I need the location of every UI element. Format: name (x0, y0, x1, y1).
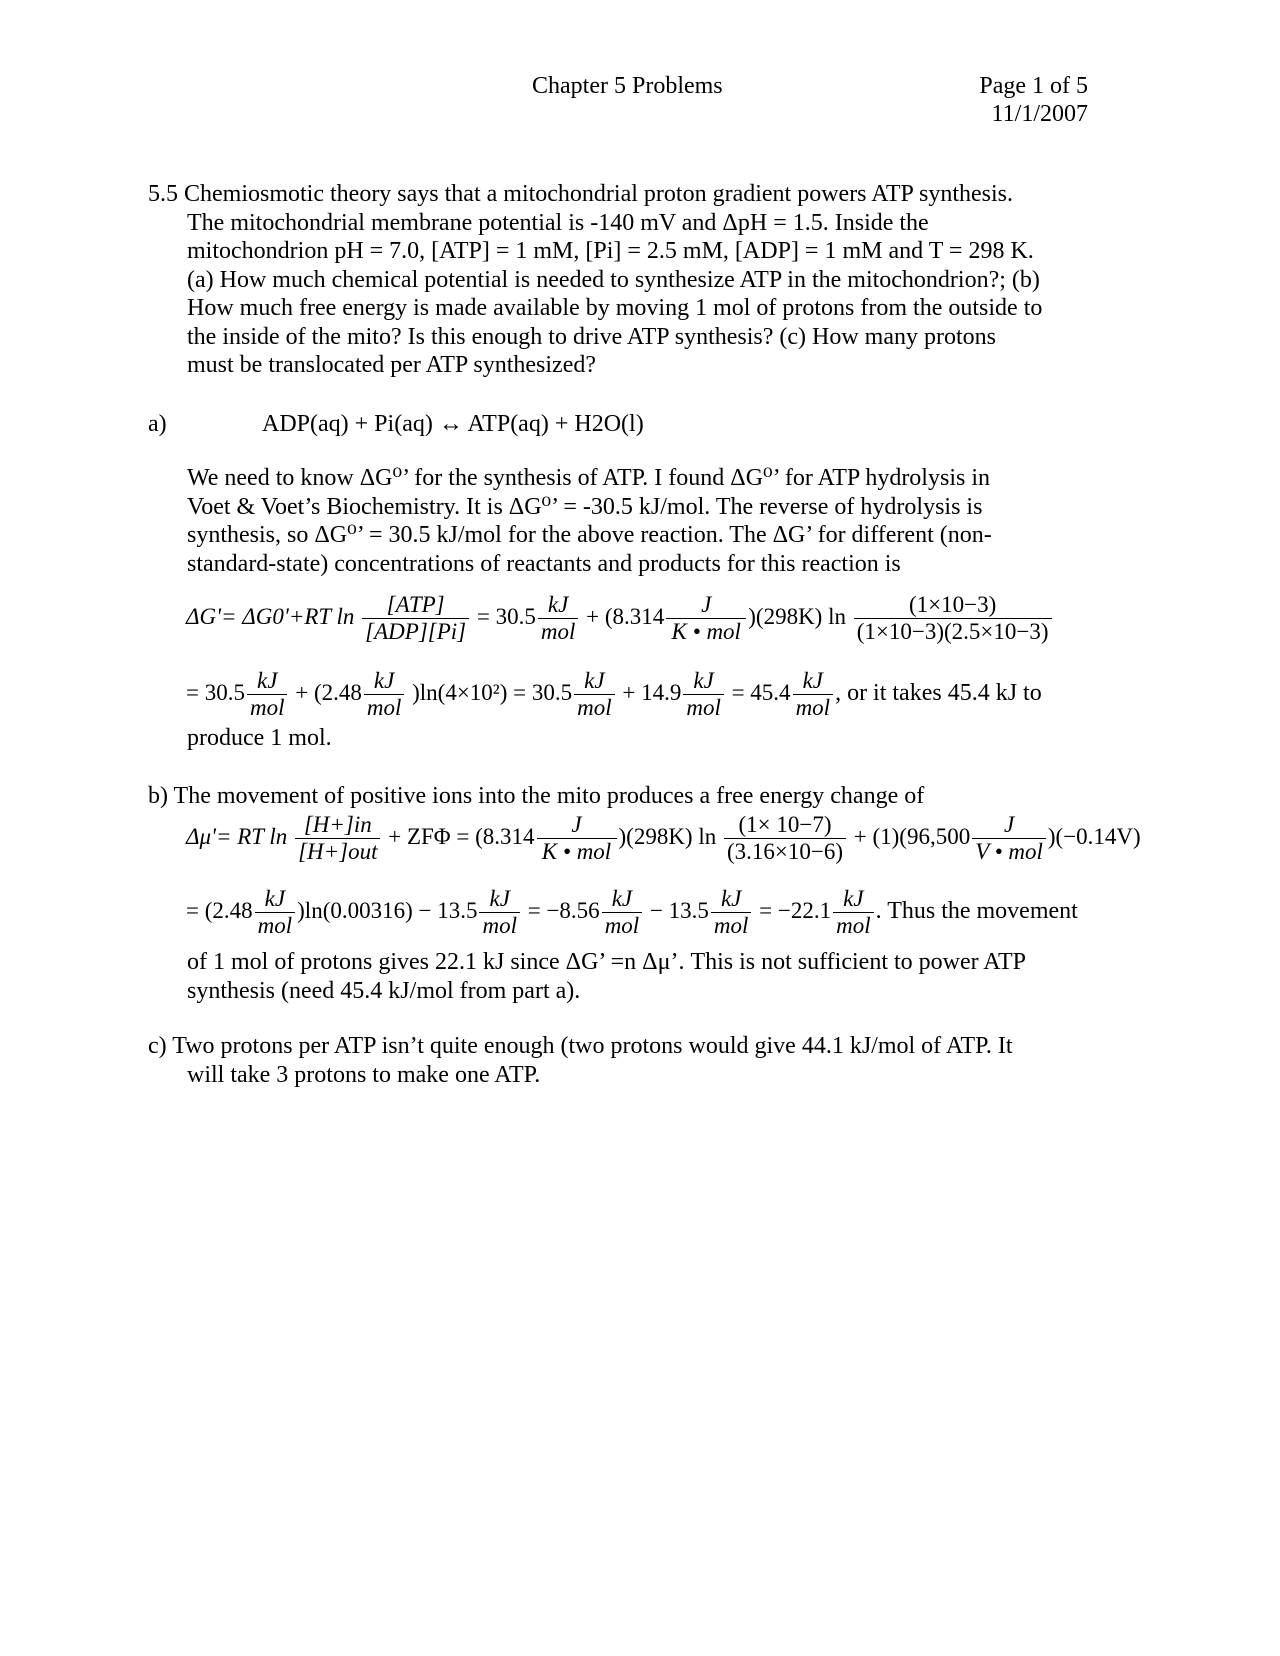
unit-numerator: kJ (574, 668, 615, 695)
concentration-numerator: (1×10−3) (854, 592, 1052, 619)
eq-trailing-text: . Thus the movement (875, 898, 1078, 925)
unit-numerator: kJ (255, 886, 296, 913)
gas-constant-unit (537, 812, 617, 866)
delta-g-result-equation (186, 668, 1042, 722)
eq-term: = −22.1 (759, 898, 832, 924)
eq-value: = 30.5 (476, 604, 536, 630)
part-a-text (187, 464, 992, 578)
eq-term: + (2.48 (295, 680, 362, 706)
delta-mu-result-equation (186, 886, 1078, 940)
concentration-denominator: (3.16×10−6) (726, 839, 843, 865)
unit-fraction (538, 592, 579, 646)
unit-denominator: K • mol (541, 839, 612, 865)
eq-lhs: ΔG'= ΔG0'+RT ln (186, 604, 355, 630)
unit-fraction (793, 668, 834, 722)
eq-term: )(298K) ln (618, 824, 717, 850)
problem-line: How much free energy is made available by moving 1 mol of protons from the outside to (187, 295, 1043, 321)
unit-denominator: mol (604, 913, 640, 939)
page-number: Page 1 of 5 (979, 73, 1088, 99)
problem-line: (a) How much chemical potential is needed to synthesize ATP in the mitochondrion?; (b) (187, 266, 1040, 293)
unit-numerator: J (972, 812, 1046, 839)
unit-fraction (255, 886, 296, 940)
unit-denominator: mol (257, 913, 293, 939)
part-c-line: will take 3 protons to make one ATP. (187, 1061, 541, 1088)
unit-denominator: mol (249, 695, 285, 721)
unit-fraction (479, 886, 520, 940)
eq-term: = (2.48 (186, 898, 253, 924)
eq-term: = 45.4 (731, 680, 791, 706)
unit-denominator: mol (686, 695, 721, 721)
eq-term: = 30.5 (186, 680, 245, 706)
part-a-conclusion: produce 1 mol. (187, 725, 332, 751)
unit-denominator: mol (836, 913, 871, 939)
problem-line: the inside of the mito? Is this enough to drive ATP synthesis? (c) How many protons (187, 323, 997, 350)
problem-line: must be translocated per ATP synthesized? (187, 352, 597, 378)
unit-denominator: V • mol (975, 839, 1043, 865)
part-b-conclusion (187, 948, 1026, 1005)
unit-fraction (574, 668, 615, 722)
unit-numerator: kJ (711, 886, 752, 913)
unit-numerator: kJ (247, 668, 288, 695)
atp-ratio (362, 592, 469, 646)
unit-numerator: J (666, 592, 746, 619)
eq-term: )ln(0.00316) − 13.5 (297, 898, 478, 924)
ratio-numerator: [ATP] (362, 592, 469, 619)
proton-ratio (295, 812, 380, 866)
concentration-ratio (854, 592, 1052, 646)
unit-fraction (602, 886, 643, 940)
unit-fraction (364, 668, 405, 722)
unit-numerator: kJ (793, 668, 834, 695)
eq-lhs: Δμ'= RT ln (186, 824, 288, 850)
unit-numerator: kJ (833, 886, 874, 913)
part-b-intro: b) The movement of positive ions into the mito produces a free energy change of (148, 783, 925, 809)
eq-term: )ln(4×10²) = 30.5 (412, 680, 573, 706)
delta-mu-equation (186, 812, 1141, 866)
problem-line: mitochondrion pH = 7.0, [ATP] = 1 mM, [Pi] = 2.5 mM, [ADP] = 1 mM and T = 298 K. (187, 238, 1034, 264)
part-a-line: synthesis, so ΔG⁰’ = 30.5 kJ/mol for the above reaction. The ΔG’ for different (non- (187, 522, 992, 548)
problem-line: 5.5 Chemiosmotic theory says that a mitochondrial proton gradient powers ATP synthesis. (148, 181, 1013, 207)
unit-numerator: kJ (602, 886, 643, 913)
part-b-line: of 1 mol of protons gives 22.1 kJ since ΔG’ =n Δμ’. This is not sufficient to power ATP (187, 949, 1026, 975)
part-c-line: c) Two protons per ATP isn’t quite enough (two protons would give 44.1 kJ/mol of ATP. It (148, 1033, 1013, 1059)
unit-numerator: kJ (538, 592, 579, 619)
eq-term: + 14.9 (622, 680, 682, 706)
unit-denominator: mol (577, 695, 612, 721)
part-c (148, 1032, 1013, 1089)
eq-trailing-text: , or it takes 45.4 kJ to (835, 680, 1042, 707)
concentration-denominator: (1×10−3)(2.5×10−3) (856, 619, 1049, 645)
unit-numerator: kJ (364, 668, 405, 695)
problem-statement (148, 180, 1042, 380)
part-a-label: a) (148, 411, 167, 437)
unit-denominator: mol (795, 695, 831, 721)
gas-constant-unit (666, 592, 746, 646)
unit-fraction (247, 668, 288, 722)
problem-line: The mitochondrial membrane potential is -140 mV and ΔpH = 1.5. Inside the (187, 209, 929, 236)
ratio-denominator: [ADP][Pi] (365, 619, 467, 645)
part-a-line: We need to know ΔG⁰’ for the synthesis of ATP. I found ΔG⁰’ for ATP hydrolysis in (187, 465, 990, 491)
proton-outside: [H+]out (298, 839, 378, 865)
part-b-line: synthesis (need 45.4 kJ/mol from part a). (187, 977, 581, 1004)
unit-numerator: kJ (479, 886, 520, 913)
part-a-line: standard-state) concentrations of reactants and products for this reaction is (187, 550, 901, 577)
proton-inside: [H+]in (295, 812, 380, 839)
unit-numerator: J (537, 812, 617, 839)
concentration-numerator: (1× 10−7) (724, 812, 846, 839)
unit-fraction (711, 886, 752, 940)
delta-g-equation (186, 592, 1054, 646)
eq-term: + (1)(96,500 (853, 824, 971, 850)
part-a-line: Voet & Voet’s Biochemistry. It is ΔG⁰’ = -30.5 kJ/mol. The reverse of hydrolysis is (187, 493, 983, 520)
unit-denominator: mol (366, 695, 402, 721)
page-date: 11/1/2007 (991, 101, 1088, 127)
unit-denominator: mol (482, 913, 517, 939)
unit-denominator: mol (540, 619, 576, 645)
unit-numerator: kJ (683, 668, 724, 695)
unit-denominator: K • mol (671, 619, 741, 645)
eq-term: )(−0.14V) (1047, 824, 1141, 850)
faraday-unit (972, 812, 1046, 866)
eq-term: − 13.5 (649, 898, 709, 924)
unit-denominator: mol (713, 913, 749, 939)
page-title: Chapter 5 Problems (532, 73, 723, 99)
eq-term: + ZFΦ = (8.314 (388, 824, 535, 850)
temperature-term: )(298K) ln (748, 604, 846, 630)
reaction-equation: ADP(aq) + Pi(aq) ↔ ATP(aq) + H2O(l) (262, 411, 644, 437)
concentration-ratio (724, 812, 846, 866)
unit-fraction (833, 886, 874, 940)
gas-constant-term: + (8.314 (586, 604, 665, 630)
eq-term: = −8.56 (527, 898, 600, 924)
unit-fraction (683, 668, 724, 722)
